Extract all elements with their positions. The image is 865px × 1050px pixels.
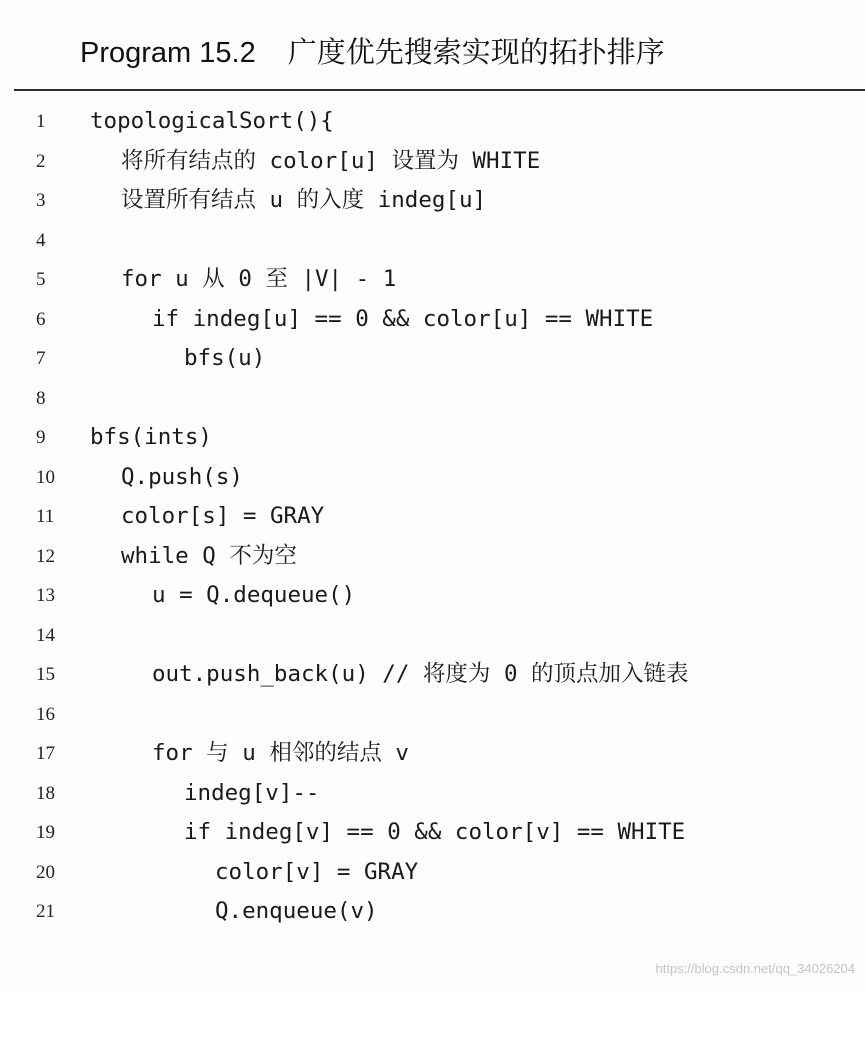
program-label: Program 15.2	[80, 37, 256, 69]
line-number: 18	[36, 782, 55, 804]
program-heading	[80, 28, 665, 78]
code-line	[0, 813, 865, 853]
line-number: 3	[36, 190, 46, 211]
line-number: 11	[36, 506, 55, 527]
code-listing	[0, 102, 865, 932]
line-number: 15	[36, 664, 55, 685]
code-text: if indeg[v] == 0 && color[v] == WHITE	[184, 819, 686, 845]
code-line	[0, 616, 865, 656]
code-line	[0, 497, 865, 537]
line-number: 7	[36, 348, 46, 369]
line-number: 19	[36, 822, 55, 843]
code-line	[0, 853, 865, 893]
code-text: for 与 u 相邻的结点 v	[152, 740, 409, 766]
line-number: 9	[36, 427, 46, 448]
code-text: topologicalSort(){	[90, 108, 334, 134]
line-number: 10	[36, 466, 55, 488]
line-number: 20	[36, 861, 55, 883]
line-number: 17	[36, 743, 55, 764]
code-text: color[v] = GRAY	[215, 858, 419, 885]
code-line	[0, 892, 865, 932]
code-text: out.push_back(u) // 将度为 0 的顶点加入链表	[152, 661, 689, 687]
code-line	[0, 260, 865, 300]
code-line	[0, 379, 865, 419]
line-number: 12	[36, 545, 55, 567]
line-number: 21	[36, 901, 55, 922]
line-number: 16	[36, 703, 55, 725]
line-number: 5	[36, 269, 46, 290]
code-text: indeg[v]--	[184, 779, 320, 806]
code-text: color[s] = GRAY	[121, 503, 325, 529]
code-line	[0, 221, 865, 261]
code-line	[0, 695, 865, 735]
line-number: 6	[36, 308, 46, 330]
code-line	[0, 576, 865, 616]
code-text: bfs(u)	[184, 345, 266, 371]
code-text: 将所有结点的 color[u] 设置为 WHITE	[121, 147, 541, 174]
code-text: while Q 不为空	[121, 542, 297, 569]
code-line	[0, 300, 865, 340]
program-title: 广度优先搜索实现的拓扑排序	[287, 37, 665, 69]
source-watermark: https://blog.csdn.net/qq_34026204	[655, 961, 855, 976]
code-text: 设置所有结点 u 的入度 indeg[u]	[121, 187, 487, 213]
line-number: 1	[36, 111, 46, 132]
code-text: Q.enqueue(v)	[215, 898, 378, 924]
line-number: 4	[36, 229, 46, 251]
line-number: 14	[36, 624, 55, 646]
code-line	[0, 418, 865, 458]
code-line	[0, 339, 865, 379]
code-line	[0, 142, 865, 182]
line-number: 8	[36, 387, 46, 409]
code-line	[0, 181, 865, 221]
code-text: u = Q.dequeue()	[152, 582, 356, 608]
line-number: 2	[36, 150, 46, 172]
code-text: bfs(ints)	[90, 424, 212, 450]
code-line	[0, 537, 865, 577]
code-text: Q.push(s)	[121, 463, 243, 490]
code-text: for u 从 0 至 |V| - 1	[121, 266, 397, 292]
line-number: 13	[36, 585, 55, 606]
code-line	[0, 102, 865, 142]
code-text: if indeg[u] == 0 && color[u] == WHITE	[152, 305, 654, 332]
heading-divider	[14, 89, 865, 91]
code-line	[0, 734, 865, 774]
code-line	[0, 655, 865, 695]
code-line	[0, 774, 865, 814]
code-line	[0, 458, 865, 498]
